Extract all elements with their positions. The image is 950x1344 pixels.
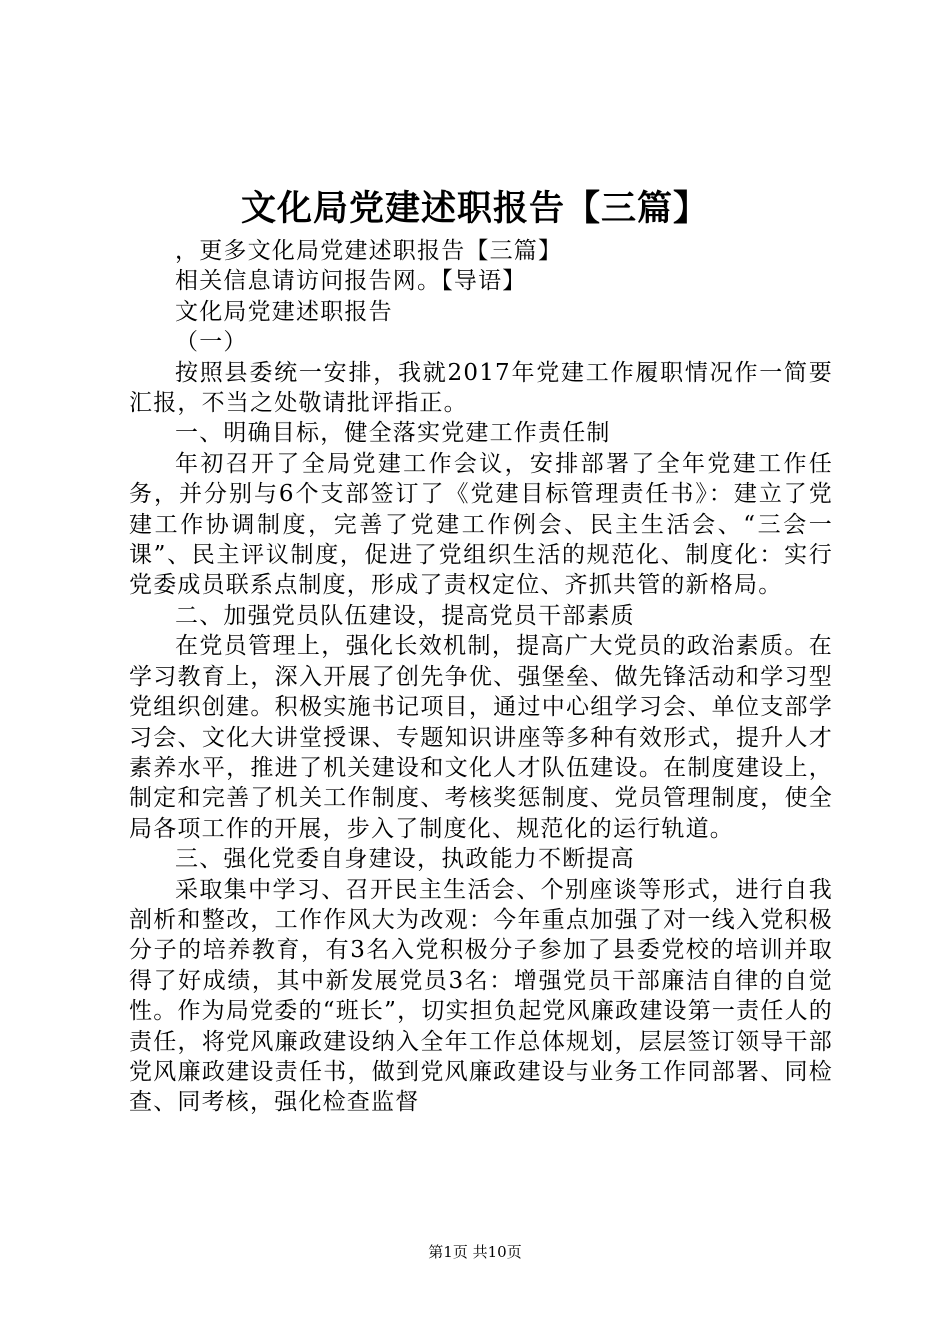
section-heading: 二、加强党员队伍建设，提高党员干部素质 — [175, 602, 635, 629]
paragraph: 采取集中学习、召开民主生活会、个别座谈等形式，进行自我剖析和整改，工作作风大为改观：今年重点加强了对一线入党积极分子的培养教育，有3名入党积极分子参加了县委党校的培训并取得了好成绩，其中新发展党员3名：增强党员干部廉洁自律的自觉性。作为局党委的“班长”，切实担负起党风廉政建设第一责任人的责任，将党风廉政建设纳入全年工作总体规划，层层签订领导干部党风廉政建设责任书，做到党风廉政建设与业务工作同部署、同检查、同考核，强化检查监督 — [129, 876, 833, 1116]
document-body — [129, 236, 833, 1118]
paragraph: ，更多文化局党建述职报告【三篇】 — [175, 238, 563, 264]
paragraph: 年初召开了全局党建工作会议，安排部署了全年党建工作任务，并分别与6个支部签订了《党建目标管理责任书》：建立了党建工作协调制度，完善了党建工作例会、民主生活会、“三会一课”、民主评议制度，促进了党组织生活的规范化、制度化：实行党委成员联系点制度，形成了责权定位、齐抓共管的新格局。 — [129, 450, 833, 599]
section-heading: 一、明确目标，健全落实党建工作责任制 — [175, 420, 611, 447]
paragraph: 在党员管理上，强化长效机制，提高广大党员的政治素质。在学习教育上，深入开展了创先争优、强堡垒、做先锋活动和学习型党组织创建。积极实施书记项目，通过中心组学习会、单位支部学习会、文化大讲堂授课、专题知识讲座等多种有效形式，提升人才素养水平，推进了机关建设和文化人才队伍建设。在制度建设上，制定和完善了机关工作制度、考核奖惩制度、党员管理制度，使全局各项工作的开展，步入了制度化、规范化的运行轨道。 — [129, 633, 833, 842]
paragraph: 文化局党建述职报告 — [175, 298, 393, 325]
page-footer: 第1页 共10页 — [428, 1243, 522, 1261]
document-title: 文化局党建述职报告【三篇】 — [240, 188, 709, 229]
paragraph: 相关信息请访问报告网。【导语】 — [175, 268, 527, 295]
paragraph: （一） — [175, 329, 248, 356]
section-heading: 三、强化党委自身建设，执政能力不断提高 — [175, 846, 635, 873]
paragraph: 按照县委统一安排，我就2017年党建工作履职情况作一简要汇报，不当之处敬请批评指正。 — [129, 359, 833, 417]
